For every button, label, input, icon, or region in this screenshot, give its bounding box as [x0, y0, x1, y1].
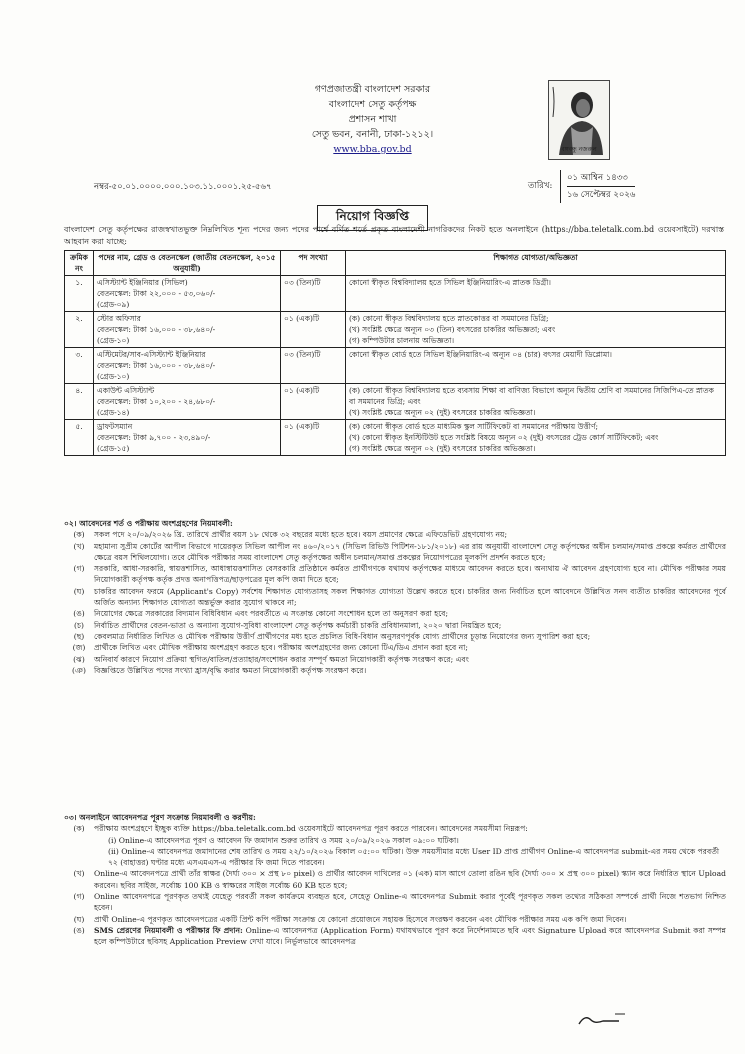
table-row — [65, 276, 726, 312]
date-block — [528, 170, 636, 203]
post-scale: বেতনস্কেল: টাকা ১৬,০০০ - ৩৮,৬৪০/- — [97, 325, 216, 334]
col-serial: ক্রমিক নং — [65, 251, 94, 276]
list-item: (খ) মহামান্য সুপ্রীম কোর্টের আপীল বিভাগে দায়েরকৃত সিভিল আপীল নং ৪৬০/২০১৭ (সিভিল রিভিউ পিটিশন-১৮১/২০১৮) এর রায় অনুযায়ী বাংলাদেশ সেতু কর্তৃপক্ষের অধীন চলমান/সমাপ্ত প্রকল্পে কর্মরত প্রার্থীদের ক্ষেত্রে বয়স শিথিলযোগ্য। তবে মৌখিক পরীক্ষার সময় বাংলাদেশ সেতু কর্তৃপক্ষের অধীন চলমান/সমাপ্ত প্রকল্পের নিয়োগপত্রের মূলকপি প্রদর্শন করতে হবে; — [73, 541, 726, 562]
post-count: ০৩ (তিন)টি — [281, 348, 346, 384]
online-heading: ০৩। অনলাইনে আবেদনপত্র পূরণ সংক্রান্ত নিয়মাবলী ও করণীয়: — [64, 813, 256, 822]
sms-text: Online-এ আবেদনপত্র (Application Form) যথাযথভাবে পূরণ করে নির্দেশনামতে ছবি এবং Signature Upload করে আবেদনপত্র Submit করা সম্পন্ন হলে কম্পিউটারে ছবিসহ Application Preview দেখা যাবে। নির্ভুলভাবে আবেদনপত্র — [94, 925, 726, 947]
portrait-caption: বঙ্গবন্ধু নজরুল — [561, 146, 597, 153]
qualification-cell — [346, 276, 726, 312]
list-item: (ছ) কেবলমাত্র নির্ধারিত লিখিত ও মৌখিক পরীক্ষায় উত্তীর্ণ প্রার্থীগণের মধ্য হতে প্রচলিত বিধি-বিধান অনুসরণপূর্বক যোগ্য প্রার্থীদের চূড়ান্ত নিয়োগের জন্য সুপারিশ করা হবে; — [73, 631, 591, 641]
sms-heading: SMS প্রেরণের নিয়মাবলী ও পরীক্ষার ফি প্রদান: — [94, 925, 243, 935]
post-cell — [94, 420, 281, 456]
date-bangla: ০১ আশ্বিন ১৪৩৩ — [567, 170, 635, 187]
list-item: (ক) পরীক্ষায় অংশগ্রহণে ইচ্ছুক ব্যক্তি https://bba.teletalk.com.bd ওয়েবসাইটে আবেদনপত্র পূরণ করতে পারবেন। আবেদনের সময়সীমা নিম্নরূপ: — [73, 824, 528, 834]
office-header — [0, 82, 745, 157]
date-label: তারিখ: — [528, 181, 553, 191]
post-name: এস্টিমেটর/সাব-এসিস্ট্যান্ট ইঞ্জিনিয়ার — [97, 350, 206, 359]
qualification-line: (ক) কোনো স্বীকৃত বোর্ড হতে মাধ্যমিক স্কুল সার্টিফিকেট বা সমমানের পরীক্ষায় উত্তীর্ণ; — [349, 422, 599, 431]
row-serial: ২. — [65, 312, 94, 348]
header-line-3: প্রশাসন শাখা — [348, 114, 397, 125]
table-row — [65, 420, 726, 456]
list-item: (ঘ) প্রার্থী Online-এ পূরণকৃত আবেদনপত্রের একটি প্রিন্ট কপি পরীক্ষা সংক্রান্ত যে কোনো প্রয়োজনে সহায়ক হিসেবে সংরক্ষণ করবেন এবং মৌখিক পরীক্ষার সময় এক কপি জমা দিবেন। — [73, 914, 627, 924]
list-item: (গ) Online আবেদনপত্রে পূরণকৃত তথ্যই যেহেতু পরবর্তী সকল কার্যক্রমে ব্যবহৃত হবে, সেহেতু Online-এ আবেদনপত্র Submit করার পূর্বেই পূরণকৃত সকল তথ্যের সঠিকতা সম্পর্কে প্রার্থী নিজে শতভাগ নিশ্চিত হবেন। — [73, 892, 726, 913]
list-item: (ক) সকল পদে ২০/০৯/২০২৬ খ্রি. তারিখে প্রার্থীর বয়স ১৮ থেকে ৩২ বছরের মধ্যে হতে হবে। বয়স প্রমাণের ক্ষেত্রে এফিডেভিট গ্রহণযোগ্য নয়; — [73, 530, 508, 540]
notice-title: নিয়োগ বিজ্ঞপ্তি — [317, 205, 428, 231]
post-grade: (গ্রেড-১৫) — [97, 444, 130, 453]
signature-image — [575, 1010, 630, 1030]
row-serial: ৩. — [65, 348, 94, 384]
list-item: (ঘ) চাকরির আবেদন ফরমে (Applicant's Copy) সর্বশেষ শিক্ষাগত যোগ্যতাসহ সকল শিক্ষাগত যোগ্যতা উল্লেখ করতে হবে। চাকরির জন্য নির্বাচিত হলে আবেদনে উল্লিখিত সনদ ব্যতীত চাকরির আবেদনের পূর্বে অর্জিত অন্যান্য শিক্ষাগত যোগ্যতা অন্তর্ভুক্ত করার সুযোগ থাকবে না; — [73, 586, 726, 608]
post-grade: (গ্রেড-১০) — [97, 336, 130, 345]
qualification-cell — [346, 420, 726, 456]
qualification-cell — [346, 312, 726, 348]
row-serial: ৪. — [65, 384, 94, 420]
qualification-line: (খ) সংশ্লিষ্ট ক্ষেত্রে অন্যূন ০২ (দুই) বৎসরের চাকরির অভিজ্ঞতা। — [349, 408, 536, 417]
post-grade: (গ্রেড-০৯) — [97, 300, 130, 309]
header-line-2: বাংলাদেশ সেতু কর্তৃপক্ষ — [328, 99, 417, 110]
header-line-4: সেতু ভবন, বনানী, ঢাকা-১২১২। — [311, 129, 434, 140]
deadline-start: (i) Online-এ আবেদনপত্র পূরণ ও আবেদন ফি জমাদান শুরুর তারিখ ও সময় ২০/০৯/২০২৬ সকাল ০৯:০০ ঘটিকা। — [108, 835, 459, 845]
list-item: (ঙ) SMS প্রেরণের নিয়মাবলী ও পরীক্ষার ফি প্রদান: Online-এ আবেদনপত্র (Application Form) যথাযথভাবে পূরণ করে নির্দেশনামতে ছবি এবং Signature Upload করে আবেদনপত্র Submit করা সম্পন্ন হলে কম্পিউটারে ছবিসহ Application Preview দেখা যাবে। নির্ভুলভাবে আবেদনপত্র — [73, 925, 726, 947]
list-item: (ঞ) বিজ্ঞপ্তিতে উল্লিখিত পদের সংখ্যা হ্রাস/বৃদ্ধি করার ক্ষমতা নিয়োগকারী কর্তৃপক্ষ সংরক্ষণ করে। — [72, 665, 367, 675]
website-link[interactable]: www.bba.gov.bd — [333, 144, 412, 155]
post-cell — [94, 348, 281, 384]
post-scale: বেতনস্কেল: টাকা ১৬,০০০ - ৩৮,৬৪০/- — [97, 361, 216, 370]
post-scale: বেতনস্কেল: টাকা ৯,৭০০ - ২৩,৪৯০/- — [97, 433, 211, 442]
post-count: ০১ (এক)টি — [281, 312, 346, 348]
table-row — [65, 348, 726, 384]
post-scale: বেতনস্কেল: টাকা ১০,২০০ - ২৪,৬৮০/- — [97, 397, 216, 406]
post-count: ০৩ (তিন)টি — [281, 276, 346, 312]
list-item: (খ) Online-এ আবেদনপত্রে প্রার্থী তাঁর স্বাক্ষর (দৈর্ঘ্য ৩০০ × প্রস্থ ৮০ pixel) ও প্রার্থীর আবেদন দাখিলের ০১ (এক) মাস আগে তোলা রঙিন ছবি (দৈর্ঘ্য ৩০০ × প্রস্থ ৩০০ pixel) স্ক্যান করে নির্ধারিত স্থানে Upload করবেন। ছবির সাইজ, সর্বোচ্চ 100 KB ও স্বাক্ষরের সাইজ সর্বোচ্চ 60 KB হতে হবে; — [73, 869, 726, 890]
post-name: এসিস্ট্যান্ট ইঞ্জিনিয়ার (সিভিল) — [97, 278, 188, 287]
post-name: স্টোর অফিসার — [97, 314, 141, 323]
table-row — [65, 384, 726, 420]
online-application-section — [64, 812, 726, 948]
post-grade: (গ্রেড-১৪) — [97, 408, 130, 417]
deadline-end: (ii) Online-এ আবেদনপত্র জমাদানের শেষ তারিখ ও সময় ২২/১০/২০২৬ বিকাল ০৫:০০ ঘটিকা। উক্ত সময়সীমার মধ্যে User ID প্রাপ্ত প্রার্থীগণ Online-এ আবেদনপত্র submit-এর সময় থেকে পরবর্তী ৭২ (বাহাত্তর) ঘণ্টার মধ্যে এসএমএস-এ পরীক্ষার ফি জমা দিতে পারবেন। — [108, 846, 720, 868]
header-line-1: গণপ্রজাতন্ত্রী বাংলাদেশ সরকার — [314, 84, 431, 95]
row-serial: ১. — [65, 276, 94, 312]
post-count: ০১ (এক)টি — [281, 420, 346, 456]
post-count: ০১ (এক)টি — [281, 384, 346, 420]
qualification-line: (ক) কোনো স্বীকৃত বিশ্ববিদ্যালয় হতে স্নাতকোত্তর বা সমমানের ডিগ্রি; — [349, 314, 549, 323]
list-item: (চ) নির্বাচিত প্রার্থীদের বেতন-ভাতা ও অন্যান্য সুযোগ-সুবিধা বাংলাদেশ সেতু কর্তৃপক্ষ কর্মচারী চাকরি প্রবিধানমালা, ২০২০ দ্বারা নিয়ন্ত্রিত হবে; — [73, 620, 502, 630]
post-grade: (গ্রেড-১০) — [97, 372, 130, 381]
list-item: (গ) সরকারি, আধা-সরকারি, স্বায়ত্তশাসিত, আধাস্বায়ত্তশাসিত বেসরকারি প্রতিষ্ঠানে কর্মরত প্রার্থীগণকে যথাযথ কর্তৃপক্ষের মাধ্যমে আবেদন করতে হবে। অন্যথায় ঐ আবেদন গ্রহণযোগ্য হবে না। মৌখিক পরীক্ষার সময় নিয়োগকারী কর্তৃপক্ষ কর্তৃক প্রদত্ত অনাপত্তিপত্র/ছাড়পত্রের মূল কপি জমা দিতে হবে; — [73, 564, 726, 585]
conditions-heading: ০২। আবেদনের শর্ত ও পরীক্ষায় অংশগ্রহণের নিয়মাবলী: — [64, 519, 233, 528]
list-item: (জ) প্রার্থীকে লিখিত এবং মৌখিক পরীক্ষায় অংশগ্রহণ করতে হবে। পরীক্ষায় অংশগ্রহণের জন্য কোনো টিএ/ডিএ প্রদান করা হবে না; — [72, 643, 468, 653]
qualification-line: (গ) সংশ্লিষ্ট ক্ষেত্রে অন্যূন ০২ (দুই) বৎসরের চাকরির অভিজ্ঞতা। — [349, 444, 536, 453]
qualification-line: (ক) কোনো স্বীকৃত বিশ্ববিদ্যালয় হতে ব্যবসায় শিক্ষা বা বাণিজ্য বিভাগে অন্যূন দ্বিতীয় শ্রেণি বা সমমানের সিজিপিএ-তে স্নাতক বা সমমানের ডিগ্রি; এবং — [349, 386, 714, 406]
conditions-section — [64, 518, 726, 676]
post-cell — [94, 384, 281, 420]
qualification-cell — [346, 348, 726, 384]
portrait-image — [548, 80, 610, 160]
row-serial: ৫. — [65, 420, 94, 456]
post-scale: বেতনস্কেল: টাকা ২২,০০০ - ৫৩,০৬০/- — [97, 289, 216, 298]
list-item: (ঙ) নিয়োগের ক্ষেত্রে সরকারের বিদ্যমান বিধিবিধান এবং পরবর্তীতে এ সংক্রান্ত কোনো সংশোধন হলে তা অনুসরণ করা হবে; — [73, 609, 449, 619]
post-name: ড্রাফটসম্যান — [97, 422, 133, 431]
qualification-line: (খ) কোনো স্বীকৃত ইনস্টিটিউট হতে সংশ্লিষ্ট বিষয়ে অন্যূন ০২ (দুই) বৎসরের ট্রেড কোর্স সার্টিফিকেট; এবং — [349, 433, 659, 442]
qualification-line: (খ) সংশ্লিষ্ট ক্ষেত্রে অন্যূন ০৩ (তিন) বৎসরের চাকরির অভিজ্ঞতা; এবং — [349, 325, 556, 334]
qualification-line: (গ) কম্পিউটার চালনায় অভিজ্ঞতা। — [349, 336, 455, 345]
date-english: ১৬ সেপ্টেম্বর ২০২৬ — [567, 190, 636, 200]
qualification-line: কোনো স্বীকৃত বিশ্ববিদ্যালয় হতে সিভিল ইঞ্জিনিয়ারিং-এ স্নাতক ডিগ্রী। — [349, 278, 551, 287]
table-row — [65, 312, 726, 348]
col-qualification: শিক্ষাগত যোগ্যতা/অভিজ্ঞতা — [346, 251, 726, 276]
posts-table — [64, 250, 726, 456]
post-cell — [94, 276, 281, 312]
list-item: (ঝ) অনিবার্য কারণে নিয়োগ প্রক্রিয়া স্থগিত/বাতিল/প্রত্যাহার/সংশোধন করার সম্পূর্ণ ক্ষমতা নিয়োগকারী কর্তৃপক্ষ সংরক্ষণ করে; এবং — [73, 654, 469, 664]
post-name: একাউন্ট এসিস্ট্যান্ট — [97, 386, 155, 395]
table-header-row — [65, 251, 726, 276]
qualification-line: কোনো স্বীকৃত বোর্ড হতে সিভিল ইঞ্জিনিয়ারিং-এ অন্যূন ০৪ (চার) বৎসর মেয়াদী ডিপ্লোমা। — [349, 350, 612, 359]
post-cell — [94, 312, 281, 348]
intro-paragraph: বাংলাদেশ সেতু কর্তৃপক্ষের রাজস্বখাতভুক্ত নিম্নলিখিত শূন্য পদের জন্য পদের পার্শ্বে বর্ণিত শর্তে প্রকৃত বাংলাদেশী নাগরিকদের নিকট হতে অনলাইনে (https://bba.teletalk.com.bd ওয়েবসাইটে) দরখাস্ত আহবান করা যাচ্ছে: — [64, 225, 724, 246]
col-post-name: পদের নাম, গ্রেড ও বেতনস্কেল (জাতীয় বেতনস্কেল, ২০১৫ অনুযায়ী) — [94, 251, 281, 276]
qualification-cell — [346, 384, 726, 420]
col-post-count: পদ সংখ্যা — [281, 251, 346, 276]
memo-number: নম্বর-৫০.০১.০০০০.০০০.১০৩.১১.০০০১.২৫-৫৬৭ — [94, 182, 272, 192]
